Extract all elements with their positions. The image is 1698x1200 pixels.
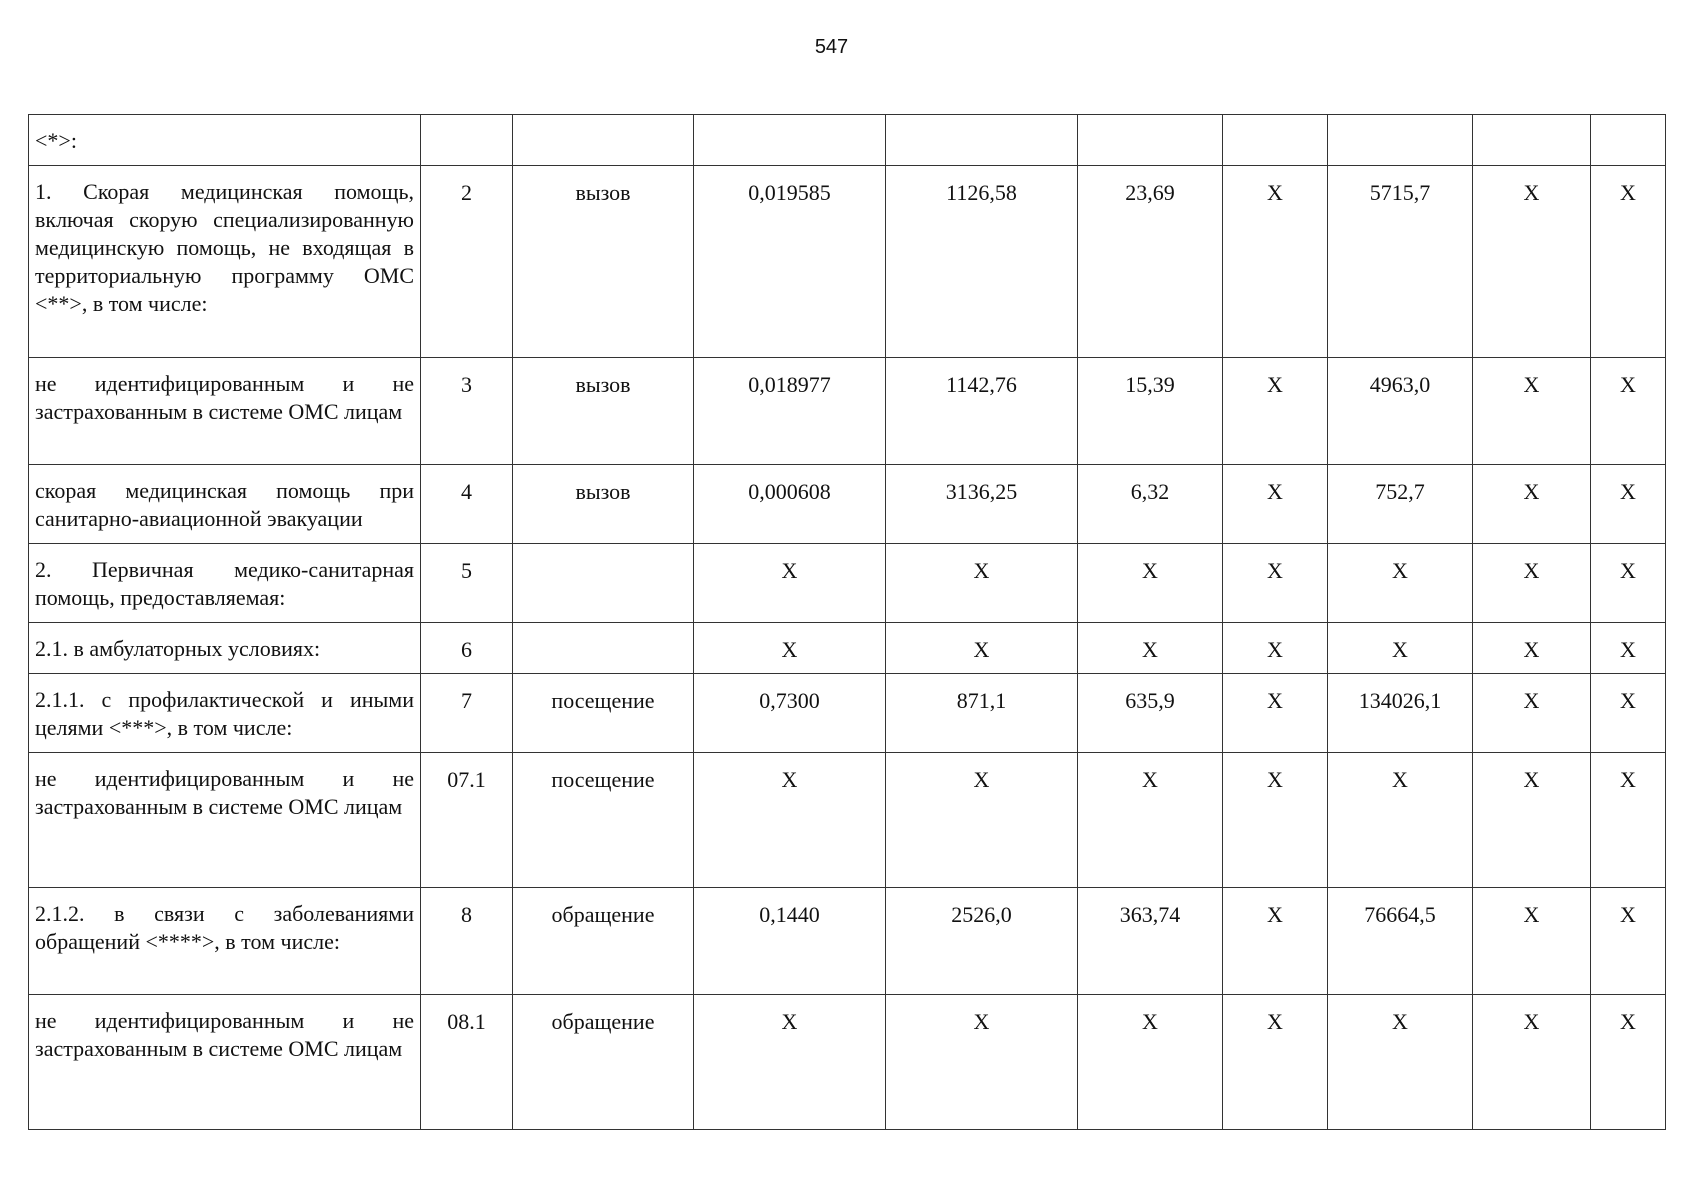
table-cell: вызов [513, 465, 694, 544]
table-cell: 2 [421, 166, 513, 358]
row-label-cell: 1. Скорая медицинская помощь, включая скорую специализированную медицинскую помощь, не входящая в территориальную программу ОМС <**>, в том числе: [29, 166, 421, 358]
table-cell: X [886, 753, 1078, 888]
table-cell: 8 [421, 888, 513, 995]
table-cell: X [694, 544, 886, 623]
table-cell: 08.1 [421, 995, 513, 1130]
table-cell: X [886, 544, 1078, 623]
row-label-cell: не идентифицированным и не застрахованным в системе ОМС лицам [29, 753, 421, 888]
table-cell: X [1223, 753, 1328, 888]
table-cell [513, 115, 694, 166]
table-cell: 871,1 [886, 674, 1078, 753]
table-row [29, 544, 1666, 623]
table-cell: 15,39 [1078, 358, 1223, 465]
table-cell: X [1078, 623, 1223, 674]
table-cell: 1126,58 [886, 166, 1078, 358]
table-body [29, 115, 1666, 1130]
table-cell: 07.1 [421, 753, 513, 888]
table-cell: X [1328, 544, 1473, 623]
table-row [29, 166, 1666, 358]
table-cell: обращение [513, 888, 694, 995]
table-row [29, 465, 1666, 544]
table-row [29, 995, 1666, 1130]
table-cell: X [1078, 544, 1223, 623]
row-label-cell: скорая медицинская помощь при санитарно-авиационной эвакуации [29, 465, 421, 544]
table-cell: X [1591, 753, 1666, 888]
table-cell: X [1328, 995, 1473, 1130]
table-cell: посещение [513, 674, 694, 753]
table-cell: X [1223, 465, 1328, 544]
table-cell: 363,74 [1078, 888, 1223, 995]
table-cell: X [1328, 623, 1473, 674]
table-cell: 76664,5 [1328, 888, 1473, 995]
table-cell: X [1591, 623, 1666, 674]
table-cell: обращение [513, 995, 694, 1130]
table-cell: X [694, 995, 886, 1130]
table-cell: X [1223, 674, 1328, 753]
row-label-cell: 2.1. в амбулаторных условиях: [29, 623, 421, 674]
row-label-cell: 2. Первичная медико-санитарная помощь, предоставляемая: [29, 544, 421, 623]
table-cell: X [1473, 166, 1591, 358]
table-cell [421, 115, 513, 166]
table-row [29, 115, 1666, 166]
table-cell: 1142,76 [886, 358, 1078, 465]
table-cell [886, 115, 1078, 166]
table-cell: X [1591, 544, 1666, 623]
table-cell [1591, 115, 1666, 166]
table-cell: X [1223, 623, 1328, 674]
table-cell: X [1591, 674, 1666, 753]
table-cell: X [1223, 888, 1328, 995]
row-label-cell: <*>: [29, 115, 421, 166]
table-cell: X [1078, 995, 1223, 1130]
row-label-cell: не идентифицированным и не застрахованным в системе ОМС лицам [29, 358, 421, 465]
table-cell [513, 544, 694, 623]
table-cell: 4963,0 [1328, 358, 1473, 465]
table-cell: X [1591, 358, 1666, 465]
table-row [29, 753, 1666, 888]
table-cell: 6 [421, 623, 513, 674]
table-cell: X [886, 623, 1078, 674]
table-cell: X [1473, 995, 1591, 1130]
table-cell [1223, 115, 1328, 166]
table-cell: X [1473, 674, 1591, 753]
table-cell: 0,7300 [694, 674, 886, 753]
table-row [29, 358, 1666, 465]
table-cell: вызов [513, 166, 694, 358]
table-row [29, 888, 1666, 995]
table-cell: 3136,25 [886, 465, 1078, 544]
table-cell: X [1473, 623, 1591, 674]
row-label-cell: 2.1.2. в связи с заболеваниями обращений <****>, в том числе: [29, 888, 421, 995]
table-row [29, 623, 1666, 674]
table-cell: X [1223, 358, 1328, 465]
table-cell: 635,9 [1078, 674, 1223, 753]
table-cell: 0,1440 [694, 888, 886, 995]
table-cell: 6,32 [1078, 465, 1223, 544]
table-cell: X [1328, 753, 1473, 888]
table-cell: 23,69 [1078, 166, 1223, 358]
table-cell: X [1473, 753, 1591, 888]
table-cell: X [1473, 544, 1591, 623]
table-cell: 0,000608 [694, 465, 886, 544]
row-label-cell: 2.1.1. с профилактической и иными целями <***>, в том числе: [29, 674, 421, 753]
table-cell: 0,018977 [694, 358, 886, 465]
table-cell: X [694, 753, 886, 888]
table-cell: X [1223, 166, 1328, 358]
table-cell [694, 115, 886, 166]
table-cell: X [1473, 888, 1591, 995]
table-row [29, 674, 1666, 753]
table-cell: посещение [513, 753, 694, 888]
table-cell: 5715,7 [1328, 166, 1473, 358]
table-cell [1328, 115, 1473, 166]
table-cell: X [1473, 465, 1591, 544]
row-label-cell: не идентифицированным и не застрахованным в системе ОМС лицам [29, 995, 421, 1130]
data-table [28, 114, 1666, 1130]
table-cell: X [694, 623, 886, 674]
table-cell [513, 623, 694, 674]
table-cell: 134026,1 [1328, 674, 1473, 753]
table-cell: X [886, 995, 1078, 1130]
table-cell: X [1591, 166, 1666, 358]
table-cell: 0,019585 [694, 166, 886, 358]
table-cell: X [1591, 465, 1666, 544]
table-cell: 7 [421, 674, 513, 753]
table-cell: 4 [421, 465, 513, 544]
table-cell: X [1591, 888, 1666, 995]
table-cell: X [1591, 995, 1666, 1130]
table-cell: 2526,0 [886, 888, 1078, 995]
page-number: 547 [814, 36, 849, 58]
table-cell: X [1078, 753, 1223, 888]
table-cell: 752,7 [1328, 465, 1473, 544]
table-cell: X [1223, 544, 1328, 623]
table-cell: 5 [421, 544, 513, 623]
table-cell: X [1223, 995, 1328, 1130]
table-cell: 3 [421, 358, 513, 465]
table-cell [1078, 115, 1223, 166]
table-cell [1473, 115, 1591, 166]
table-cell: вызов [513, 358, 694, 465]
table-cell: X [1473, 358, 1591, 465]
